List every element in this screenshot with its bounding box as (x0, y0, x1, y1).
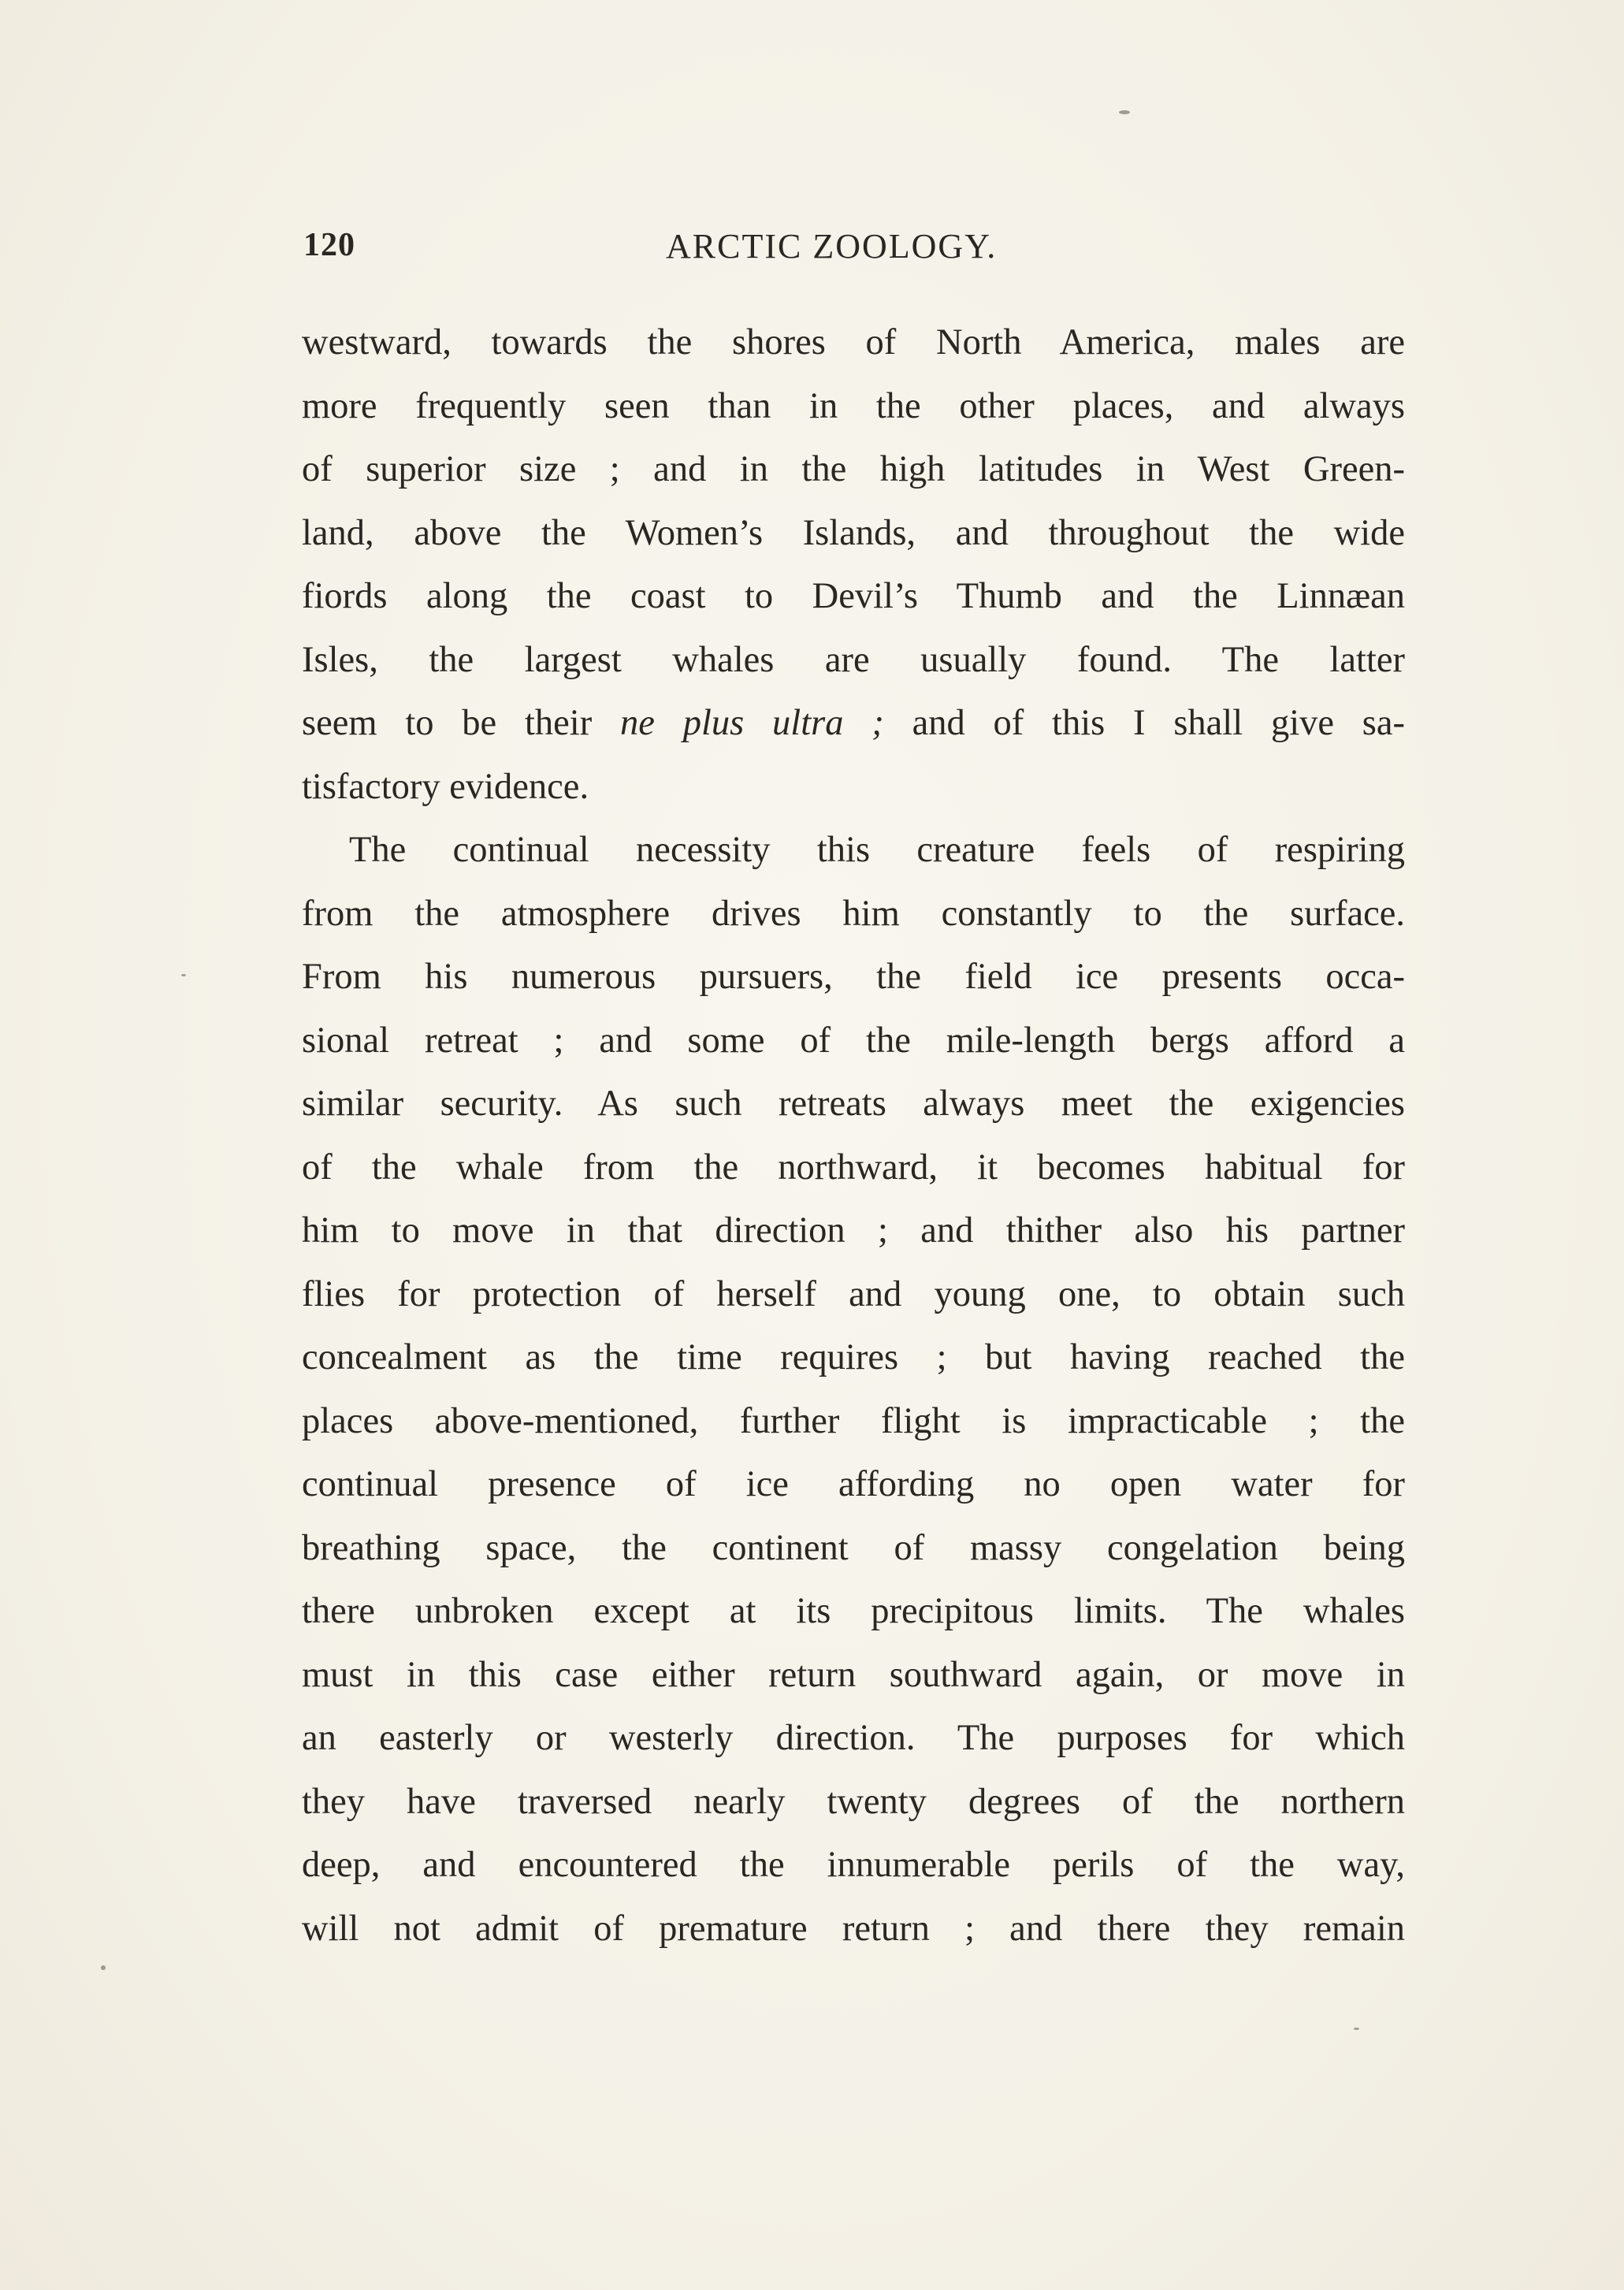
body-text (302, 311, 1405, 1961)
text-segment: and of this I shall give sa- (912, 703, 1406, 743)
text-line: will not admit of premature return ; and there they remain (302, 1908, 1405, 1949)
italic-phrase: ne plus ultra ; (620, 703, 884, 743)
text-line: they have traversed nearly twenty degrees of the northern (302, 1781, 1405, 1822)
text-line-paragraph-start: The continual necessity this creature feels of respiring (349, 830, 1405, 870)
text-line: must in this case either return southward again, or move in (302, 1654, 1405, 1695)
text-line: land, above the Women’s Islands, and throughout the wide (302, 512, 1405, 553)
text-line: of the whale from the northward, it becomes habitual for (302, 1147, 1405, 1188)
text-line: him to move in that direction ; and thither also his partner (302, 1210, 1405, 1251)
text-line-paragraph-end: tisfactory evidence. (302, 766, 589, 807)
running-title: ARCTIC ZOOLOGY. (666, 227, 998, 266)
text-line: there unbroken except at its precipitous limits. The whales (302, 1591, 1405, 1631)
text-line (302, 692, 1405, 756)
text-line: flies for protection of herself and young one, to obtain such (302, 1273, 1405, 1314)
running-head (303, 226, 1355, 273)
text-line: similar security. As such retreats always meet the exigencies (302, 1084, 1405, 1124)
text-line: concealment as the time requires ; but having reached the (302, 1337, 1405, 1377)
text-segment: seem to be their (302, 703, 593, 743)
page-number: 120 (303, 227, 355, 263)
text-line: of superior size ; and in the high latitudes in West Green- (302, 449, 1405, 489)
text-line: Isles, the largest whales are usually found. The latter (302, 639, 1405, 680)
paper-speck (1119, 110, 1130, 114)
text-line: from the atmosphere drives him constantly to the surface. (302, 893, 1405, 934)
paper-speck (1354, 2028, 1359, 2030)
text-line: breathing space, the continent of massy congelation being (302, 1527, 1405, 1568)
text-line: westward, towards the shores of North America, males are (302, 322, 1405, 362)
paper-speck (101, 1965, 106, 1970)
text-line: more frequently seen than in the other places, and always (302, 385, 1405, 426)
text-line: an easterly or westerly direction. The purposes for which (302, 1718, 1405, 1758)
text-line: From his numerous pursuers, the field ice presents occa- (302, 957, 1405, 997)
text-line: places above-mentioned, further flight is impracticable ; the (302, 1400, 1405, 1441)
paper-speck (181, 974, 186, 976)
text-line: continual presence of ice affording no open water for (302, 1464, 1405, 1504)
text-line: deep, and encountered the innumerable perils of the way, (302, 1845, 1405, 1885)
text-line: sional retreat ; and some of the mile-length bergs afford a (302, 1020, 1405, 1061)
text-line: fiords along the coast to Devil’s Thumb and the Linnæan (302, 576, 1405, 616)
